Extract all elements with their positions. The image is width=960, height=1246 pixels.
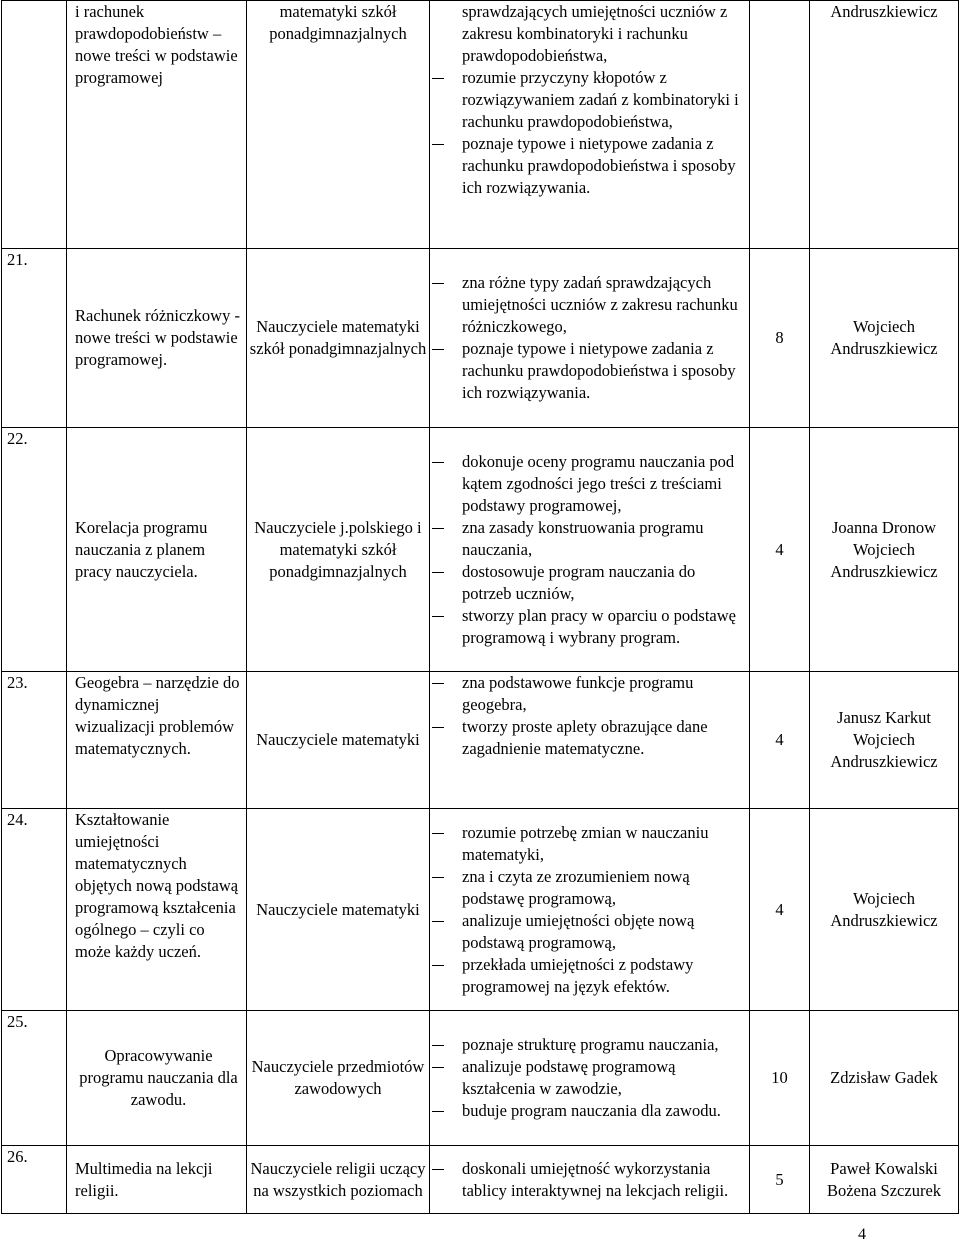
- list-item: rozumie przyczyny kłopotów z rozwiązywaniem zadań z kombinatoryki i rachunku prawdopodobieństwa,: [430, 67, 749, 133]
- outcomes-list: [430, 451, 749, 649]
- lead-text: Joanna Dronow Wojciech Andruszkiewicz: [830, 517, 938, 581]
- list-item: poznaje typowe i nietypowe zadania z rachunku prawdopodobieństwa i sposoby ich rozwiązywania.: [430, 338, 749, 404]
- list-item: zna zasady konstruowania programu nauczania,: [430, 517, 749, 561]
- target-group-text: matematyki szkół ponadgimnazjalnych: [269, 2, 407, 43]
- target-group-text: Nauczyciele matematyki: [256, 730, 420, 749]
- topic-cell: [67, 1146, 247, 1214]
- hours-cell: [750, 1146, 810, 1214]
- list-item: zna i czyta ze zrozumieniem nową podstawę programową,: [430, 866, 749, 910]
- list-item: rozumie potrzebę zmian w nauczaniu matematyki,: [430, 822, 749, 866]
- training-table: [1, 0, 959, 1214]
- table-row: [2, 809, 959, 1011]
- target-group-cell: [247, 1146, 430, 1214]
- hours-cell: [750, 809, 810, 1011]
- hours-text: 4: [775, 730, 784, 749]
- target-group-cell: [247, 1, 430, 249]
- list-item: buduje program nauczania dla zawodu.: [430, 1100, 749, 1122]
- outcomes-list: [430, 1034, 749, 1122]
- outcomes-cell: [430, 672, 750, 809]
- topic-cell: [67, 672, 247, 809]
- topic-text: i rachunek prawdopodobieństw – nowe treści w podstawie programowej: [75, 2, 238, 87]
- list-item: zna podstawowe funkcje programu geogebra,: [430, 672, 749, 716]
- outcomes-list: [430, 1, 749, 199]
- target-group-cell: [247, 1011, 430, 1146]
- lead-cell: [810, 1011, 959, 1146]
- hours-cell: [750, 428, 810, 672]
- topic-cell: [67, 249, 247, 428]
- target-group-text: Nauczyciele matematyki: [256, 899, 420, 919]
- hours-cell: [750, 672, 810, 809]
- list-item: sprawdzających umiejętności uczniów z zakresu kombinatoryki i rachunku prawdopodobieństwa,: [462, 2, 728, 65]
- lead-text: Janusz Karkut Wojciech Andruszkiewicz: [830, 708, 938, 771]
- list-item: stworzy plan pracy w oparciu o podstawę programową i wybrany program.: [430, 605, 749, 649]
- hours-text: 4: [775, 899, 784, 919]
- lead-text: Andruszkiewicz: [830, 2, 938, 21]
- list-item: doskonali umiejętność wykorzystania tablicy interaktywnej na lekcjach religii.: [430, 1158, 749, 1202]
- table-row: [2, 249, 959, 428]
- row-number-cell: 23.: [2, 672, 67, 809]
- outcomes-cell: [430, 1146, 750, 1214]
- table-row: [2, 1, 959, 249]
- topic-text: Korelacja programu nauczania z planem pracy nauczyciela.: [75, 517, 208, 581]
- target-group-cell: [247, 249, 430, 428]
- lead-cell: [810, 809, 959, 1011]
- outcomes-cell: [430, 428, 750, 672]
- list-item: analizuje umiejętności objęte nową podstawą programową,: [430, 910, 749, 954]
- hours-cell: [750, 1011, 810, 1146]
- hours-text: 8: [775, 328, 784, 347]
- lead-cell: [810, 428, 959, 672]
- topic-text: Multimedia na lekcji religii.: [75, 1158, 213, 1200]
- topic-text: Geogebra – narzędzie do dynamicznej wizualizacji problemów matematycznych.: [75, 673, 240, 758]
- hours-cell: [750, 1, 810, 249]
- lead-text: Paweł Kowalski Bożena Szczurek: [826, 1158, 942, 1200]
- list-item: poznaje strukturę programu nauczania,: [430, 1034, 749, 1056]
- list-item: poznaje typowe i nietypowe zadania z rachunku prawdopodobieństwa i sposoby ich rozwiązywania.: [430, 133, 749, 199]
- hours-text: 10: [771, 1068, 788, 1087]
- table-row: [2, 1011, 959, 1146]
- target-group-text: Nauczyciele przedmiotów zawodowych: [251, 1057, 425, 1098]
- row-number-cell: 22.: [2, 428, 67, 672]
- target-group-cell: [247, 809, 430, 1011]
- outcomes-cell: [430, 809, 750, 1011]
- target-group-text: Nauczyciele religii uczący na wszystkich poziomach: [250, 1158, 426, 1200]
- page-number: 4: [858, 1226, 866, 1243]
- outcomes-list: [430, 272, 749, 404]
- row-number-cell: 25.: [2, 1011, 67, 1146]
- target-group-text: Nauczyciele matematyki szkół ponadgimnazjalnych: [249, 317, 427, 358]
- list-item: tworzy proste aplety obrazujące dane zagadnienie matematyczne.: [430, 716, 749, 760]
- lead-cell: [810, 672, 959, 809]
- lead-text: Wojciech Andruszkiewicz: [830, 888, 938, 930]
- target-group-text: Nauczyciele j.polskiego i matematyki szkół ponadgimnazjalnych: [254, 517, 422, 581]
- row-number-cell: [2, 1, 67, 249]
- outcomes-list: [430, 1158, 749, 1202]
- lead-cell: [810, 1, 959, 249]
- row-number-cell: 24.: [2, 809, 67, 1011]
- list-item: przekłada umiejętności z podstawy programowej na język efektów.: [430, 954, 749, 998]
- outcomes-cell: [430, 1, 750, 249]
- lead-text: Wojciech Andruszkiewicz: [830, 317, 938, 358]
- table-row: [2, 672, 959, 809]
- list-item: zna różne typy zadań sprawdzających umiejętności uczniów z zakresu rachunku różniczkowego,: [430, 272, 749, 338]
- target-group-cell: [247, 428, 430, 672]
- outcomes-cell: [430, 249, 750, 428]
- table-row: [2, 428, 959, 672]
- topic-cell: [67, 809, 247, 1011]
- topic-text: Kształtowanie umiejętności matematycznych objętych nową podstawą programową kształcenia ogólnego – czyli co może każdy uczeń.: [75, 810, 239, 961]
- table-row: [2, 1146, 959, 1214]
- topic-text: Rachunek różniczkowy - nowe treści w podstawie programowej.: [75, 306, 240, 369]
- topic-cell: [67, 1011, 247, 1146]
- topic-text: Opracowywanie programu nauczania dla zawodu.: [79, 1046, 238, 1109]
- list-item: dokonuje oceny programu nauczania pod kątem zgodności jego treści z treściami podstawy programowej,: [430, 451, 749, 517]
- outcomes-cell: [430, 1011, 750, 1146]
- outcomes-list: [430, 672, 749, 760]
- hours-text: 4: [775, 539, 784, 559]
- lead-cell: [810, 249, 959, 428]
- topic-cell: [67, 428, 247, 672]
- hours-text: 5: [775, 1169, 784, 1189]
- lead-cell: [810, 1146, 959, 1214]
- lead-text: Zdzisław Gadek: [830, 1068, 938, 1087]
- list-item: analizuje podstawę programową kształcenia w zawodzie,: [430, 1056, 749, 1100]
- outcomes-list: [430, 822, 749, 998]
- target-group-cell: [247, 672, 430, 809]
- hours-cell: [750, 249, 810, 428]
- row-number-cell: 21.: [2, 249, 67, 428]
- topic-cell: [67, 1, 247, 249]
- row-number-cell: 26.: [2, 1146, 67, 1214]
- list-item: dostosowuje program nauczania do potrzeb uczniów,: [430, 561, 749, 605]
